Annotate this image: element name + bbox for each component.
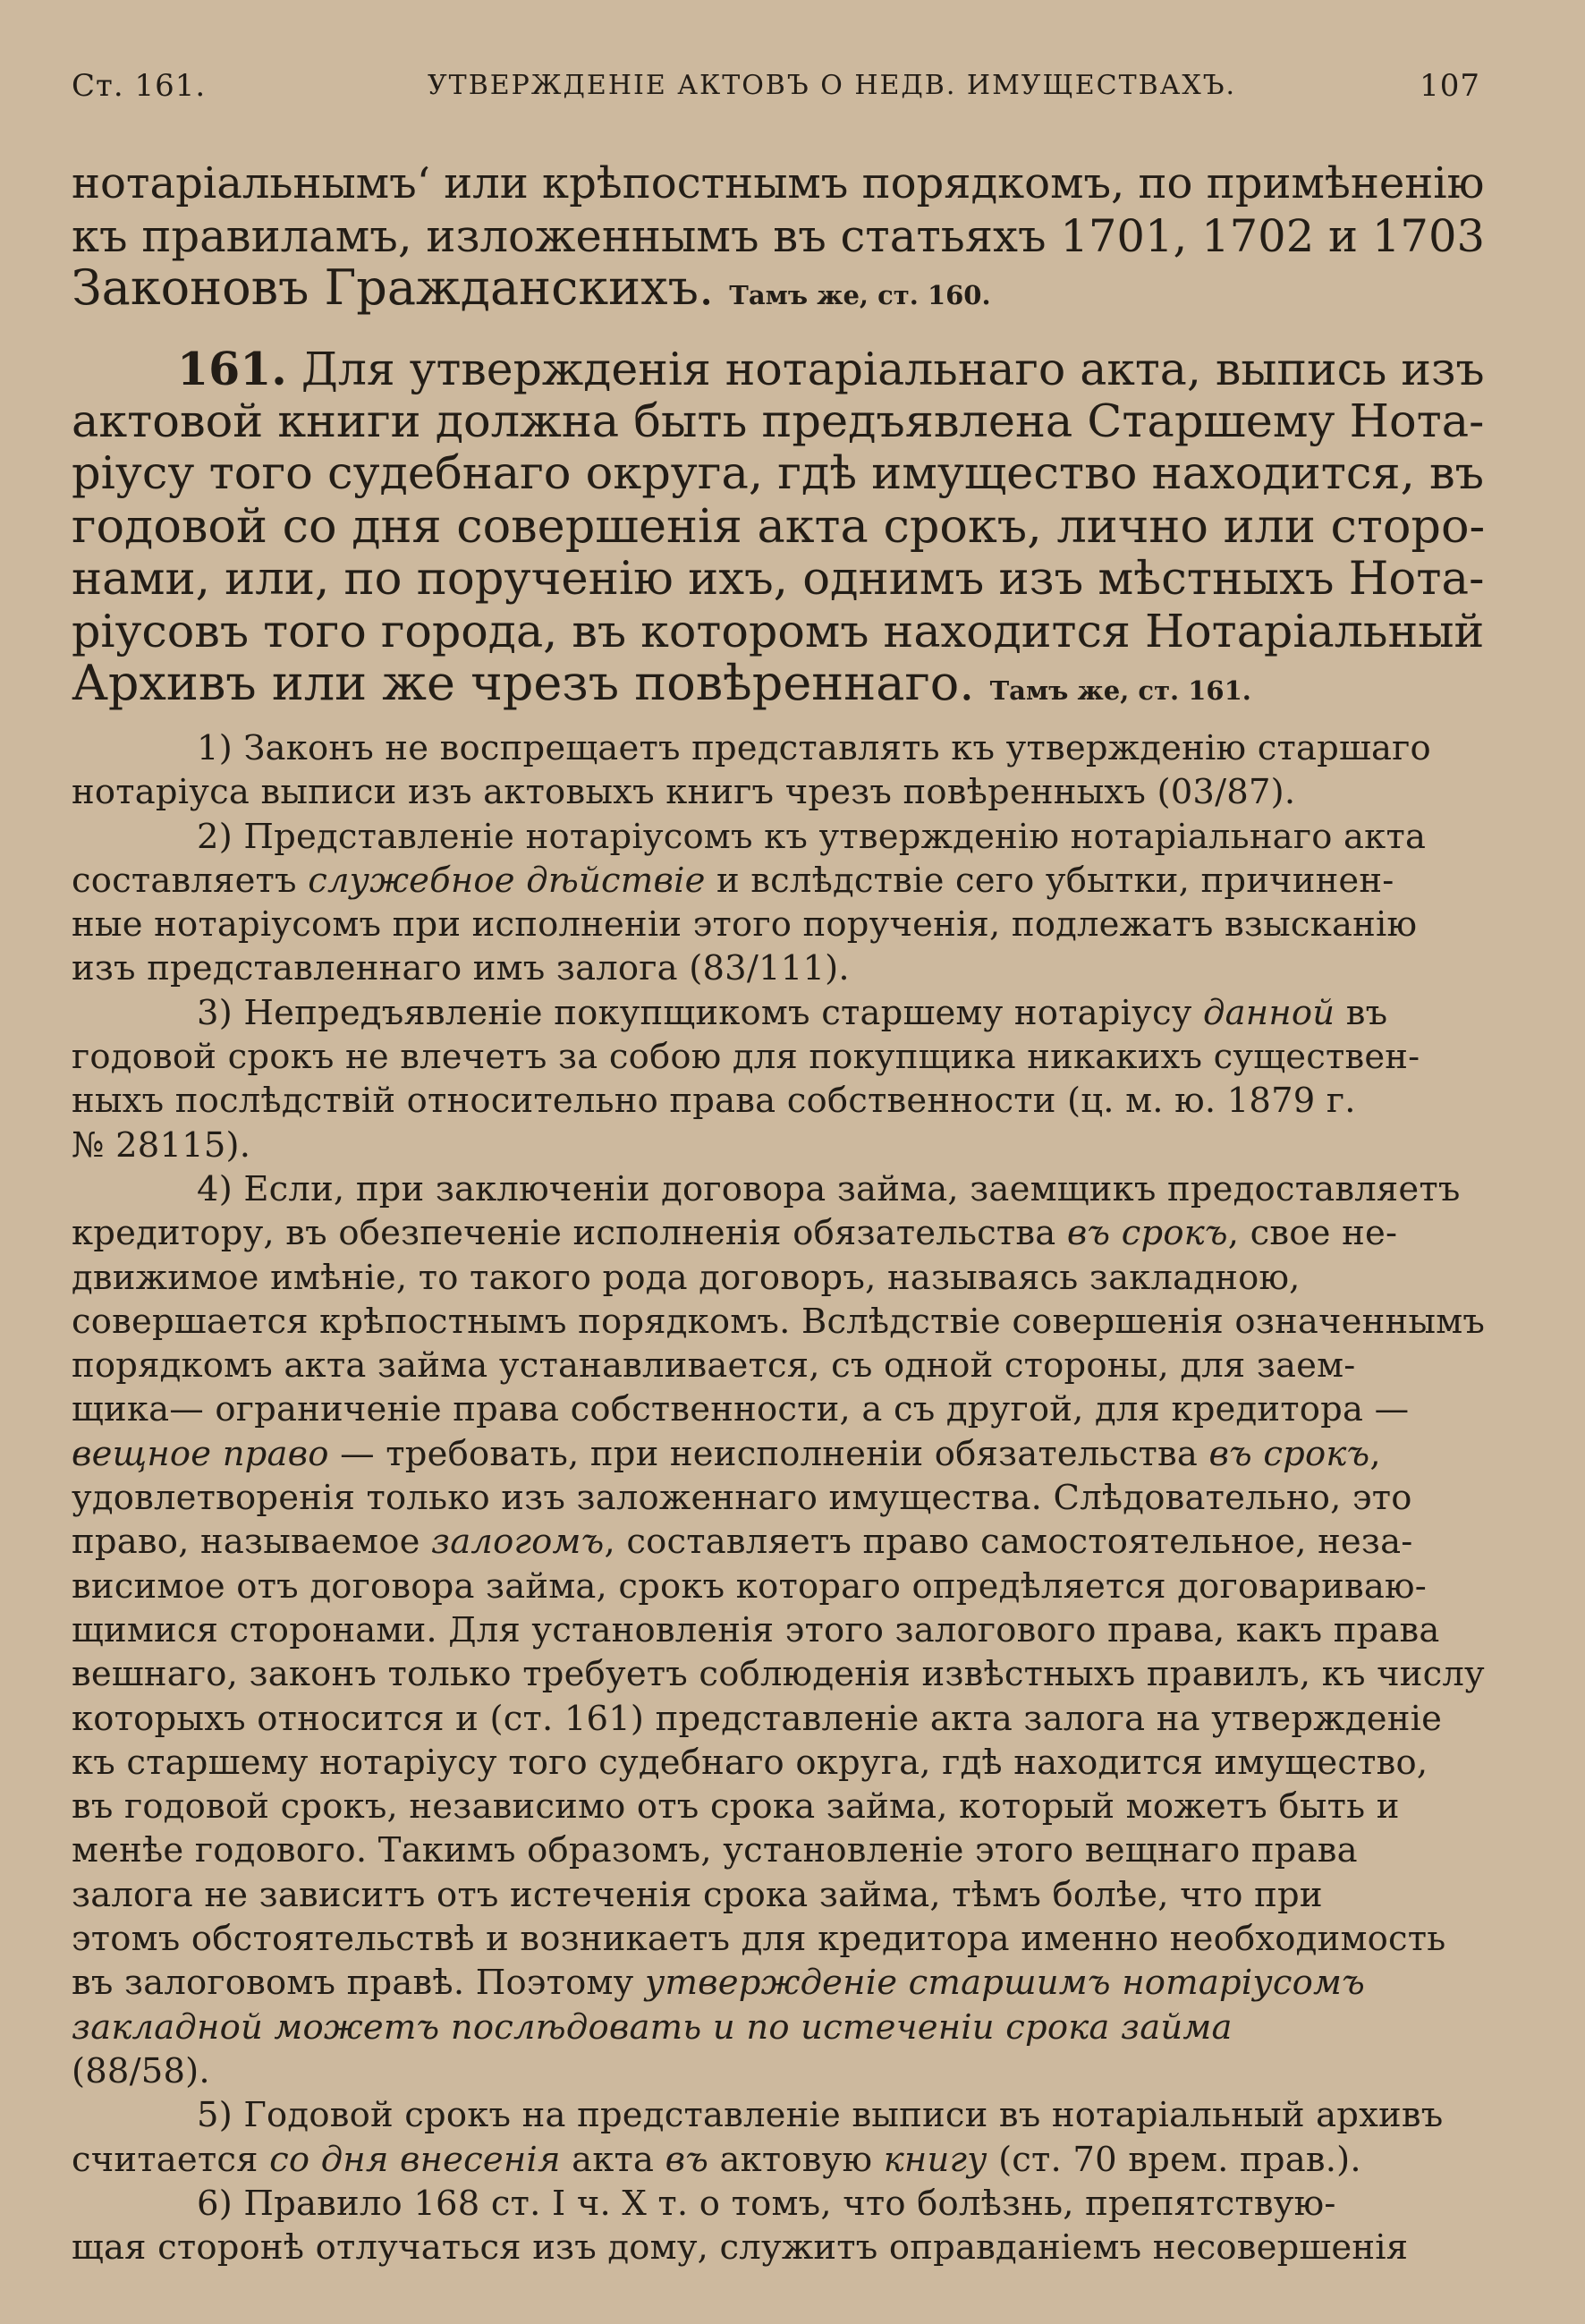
text-line: Архивъ или же чрезъ повѣреннаго. Тамъ же, ст. 161. bbox=[72, 655, 1251, 711]
commentary-notes bbox=[72, 726, 1485, 2269]
text-line: актовой книги должна быть предъявлена Старшему Нота- bbox=[72, 394, 1485, 448]
note-line: этомъ обстоятельствѣ и возникаетъ для кредитора именно необходимость bbox=[72, 1919, 1446, 1960]
note-line: изъ представленнаго имъ залога (83/111). bbox=[72, 948, 850, 989]
emphasis: закладной можетъ послѣдовать и по истеченіи срока займа bbox=[72, 2006, 1233, 2048]
note-line: считается со дня внесенія акта въ актовую книгу (ст. 70 врем. прав.). bbox=[72, 2139, 1361, 2180]
continued-paragraph bbox=[72, 157, 1485, 322]
emphasis: залогомъ bbox=[431, 1522, 605, 1563]
emphasis: въ bbox=[665, 2139, 709, 2180]
text-line: ріусовъ того города, въ которомъ находится Нотаріальный bbox=[72, 604, 1485, 657]
note-line: право, называемое залогомъ, составляетъ право самостоятельное, неза- bbox=[72, 1522, 1413, 1563]
note-line: кредитору, въ обезпеченіе исполненія обязательства въ срокъ, свое не- bbox=[72, 1213, 1398, 1254]
note-line: нотаріуса выписи изъ актовыхъ книгъ чрезъ повѣренныхъ (03/87). bbox=[72, 772, 1296, 813]
source-reference: Тамъ же, ст. 160. bbox=[729, 280, 991, 310]
note-line: 3) Непредъявленіе покупщикомъ старшему нотаріусу данной въ bbox=[197, 992, 1388, 1033]
note-line: (88/58). bbox=[72, 2050, 210, 2091]
note-line: щая сторонѣ отлучаться изъ дому, служитъ оправданіемъ несовершенія bbox=[72, 2227, 1409, 2269]
emphasis: книгу bbox=[883, 2139, 987, 2180]
note-line: составляетъ служебное дѣйствіе и вслѣдствіе сего убытки, причинен- bbox=[72, 860, 1394, 901]
text-line: Законовъ Гражданскихъ. Тамъ же, ст. 160. bbox=[72, 259, 991, 316]
note-line: вешнаго, законъ только требуетъ соблюденія извѣстныхъ правилъ, къ числу bbox=[72, 1654, 1485, 1695]
note-line: къ старшему нотаріусу того судебнаго округа, гдѣ находится имущество, bbox=[72, 1742, 1428, 1783]
note-line: 4) Если, при заключеніи договора займа, заемщикъ предоставляетъ bbox=[197, 1168, 1461, 1209]
header-article-ref: Ст. 161. bbox=[72, 68, 207, 104]
emphasis: данной bbox=[1203, 992, 1335, 1033]
note-line: щика— ограниченіе права собственности, а съ другой, для кредитора — bbox=[72, 1389, 1410, 1430]
page-number: 107 bbox=[1420, 68, 1480, 104]
article-161 bbox=[72, 344, 1485, 717]
note-line: 1) Законъ не воспрещаетъ представлять къ утвержденію старшаго bbox=[197, 728, 1431, 768]
note-line: ные нотаріусомъ при исполненіи этого порученія, подлежатъ взысканію bbox=[72, 904, 1418, 946]
emphasis: въ срокъ bbox=[1066, 1213, 1228, 1254]
text-line: 161. Для утвержденія нотаріальнаго акта, выпись изъ bbox=[177, 343, 1485, 395]
header-title: УТВЕРЖДЕНІЕ АКТОВЪ О НЕДВ. ИМУЩЕСТВАХЪ. bbox=[428, 70, 1237, 101]
emphasis: въ срокъ bbox=[1208, 1433, 1370, 1474]
text-line: къ правиламъ, изложеннымъ въ статьяхъ 1701, 1702 и 1703 bbox=[72, 209, 1486, 262]
text-line: нотаріальнымъ‘ или крѣпостнымъ порядкомъ, по примѣненію bbox=[72, 158, 1485, 208]
text-line: ріусу того судебнаго округа, гдѣ имущество находится, въ bbox=[72, 447, 1485, 500]
note-line: ныхъ послѣдствій относительно права собственности (ц. м. ю. 1879 г. bbox=[72, 1081, 1356, 1122]
note-line: вещное право — требовать, при неисполненіи обязательства въ срокъ, bbox=[72, 1433, 1381, 1474]
note-line: порядкомъ акта займа устанавливается, съ одной стороны, для заем- bbox=[72, 1345, 1356, 1387]
running-header bbox=[72, 59, 1480, 113]
text-line: нами, или, по порученію ихъ, однимъ изъ мѣстныхъ Нота- bbox=[72, 552, 1485, 606]
note-line: движимое имѣніе, то такого рода договоръ, называясь закладною, bbox=[72, 1257, 1301, 1298]
note-line: менѣе годового. Такимъ образомъ, установленіе этого вещнаго права bbox=[72, 1830, 1358, 1871]
text-line: годовой со дня совершенія акта срокъ, лично или сторо- bbox=[72, 498, 1486, 554]
note-line: висимое отъ договора займа, срокъ котораго опредѣляется договариваю- bbox=[72, 1565, 1427, 1607]
note-line bbox=[72, 2006, 1485, 2049]
source-reference: Тамъ же, ст. 161. bbox=[989, 675, 1251, 706]
emphasis: вещное право bbox=[72, 1433, 329, 1474]
note-line: удовлетворенія только изъ заложеннаго имущества. Слѣдовательно, это bbox=[72, 1478, 1412, 1519]
note-line: годовой срокъ не влечетъ за собою для покупщика никакихъ существен- bbox=[72, 1037, 1420, 1078]
emphasis: служебное дѣйствіе bbox=[308, 860, 706, 901]
note-line: которыхъ относится и (ст. 161) представленіе акта залога на утвержденіе bbox=[72, 1698, 1443, 1739]
emphasis: со дня внесенія bbox=[269, 2139, 561, 2180]
note-line: 6) Правило 168 ст. I ч. X т. о томъ, что болѣзнь, препятствую- bbox=[197, 2183, 1336, 2224]
note-line: въ залоговомъ правѣ. Поэтому утвержденіе старшимъ нотаріусомъ bbox=[72, 1963, 1366, 2004]
note-line: въ годовой срокъ, независимо отъ срока займа, который можетъ быть и bbox=[72, 1786, 1400, 1828]
note-line: 2) Представленіе нотаріусомъ къ утвержденію нотаріальнаго акта bbox=[197, 816, 1427, 857]
note-line: № 28115). bbox=[72, 1124, 251, 1166]
note-line: залога не зависитъ отъ истеченія срока займа, тѣмъ болѣе, что при bbox=[72, 1874, 1323, 1915]
article-number: 161. bbox=[177, 343, 287, 395]
emphasis: утвержденіе старшимъ нотаріусомъ bbox=[644, 1963, 1366, 2004]
note-line: 5) Годовой срокъ на представленіе выписи въ нотаріальный архивъ bbox=[197, 2095, 1444, 2136]
note-line: щимися сторонами. Для установленія этого залогового права, какъ права bbox=[72, 1609, 1440, 1650]
note-line: совершается крѣпостнымъ порядкомъ. Вслѣдствіе совершенія означеннымъ bbox=[72, 1301, 1486, 1342]
